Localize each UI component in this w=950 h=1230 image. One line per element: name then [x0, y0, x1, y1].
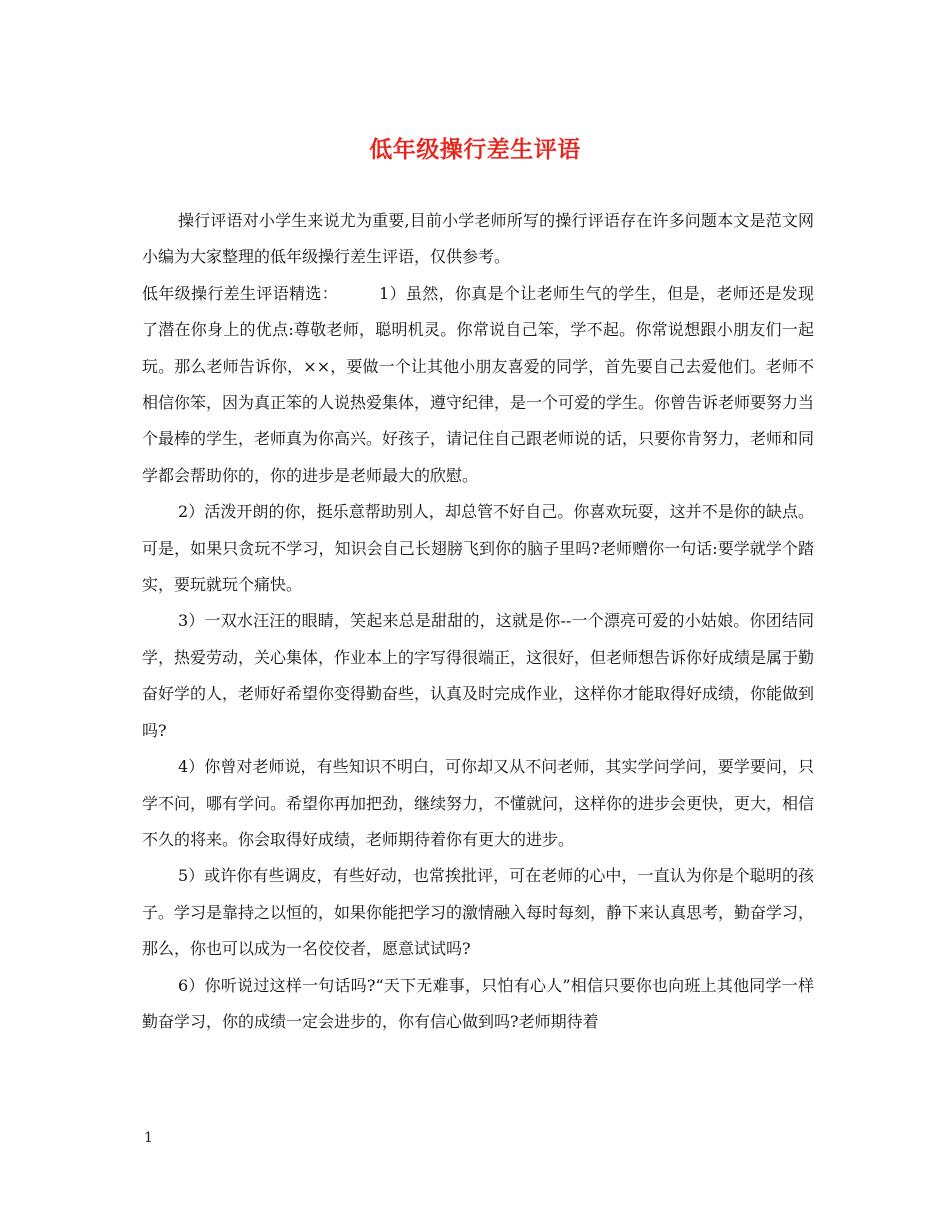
paragraph-6: 6）你听说过这样一句话吗?“天下无难事，只怕有心人”相信只要你也向班上其他同学一样勤奋学习，你的成绩一定会进步的，你有信心做到吗?老师期待着 — [142, 975, 814, 1031]
paragraph-3: 3）一双水汪汪的眼睛，笑起来总是甜甜的，这就是你--一个漂亮可爱的小姑娘。你团结同学，热爱劳动，关心集体，作业本上的字写得很端正，这很好，但老师想告诉你好成绩是属于勤奋好学的人，老师好希望你变得勤奋些，认真及时完成作业，这样你才能取得好成绩，你能做到吗? — [142, 611, 815, 740]
paragraph-4: 4）你曾对老师说，有些知识不明白，可你却又从不问老师，其实学问学问，要学要问，只学不问，哪有学问。希望你再加把劲，继续努力，不懂就问，这样你的进步会更快，更大，相信不久的将来。你会取得好成绩，老师期待着你有更大的进步。 — [142, 757, 815, 849]
page-number: 1 — [144, 1130, 153, 1146]
paragraph-intro: 操行评语对小学生来说尤为重要,目前小学老师所写的操行评语存在许多问题本文是范文网小编为大家整理的低年级操行差生评语，仅供参考。 — [142, 211, 814, 267]
paragraph-1: 低年级操行差生评语精选： 1）虽然，你真是个让老师生气的学生，但是，老师还是发现了潜在你身上的优点:尊敬老师，聪明机灵。你常说自己笨，学不起。你常说想跟小朋友们一起玩。那么老师告诉你，××，要做一个让其他小朋友喜爱的同学，首先要自己去爱他们。老师不相信你笨，因为真正笨的人说热爱集体，遵守纪律，是一个可爱的学生。你曾告诉老师要努力当个最棒的学生，老师真为你高兴。好孩子，请记住自己跟老师说的话，只要你肯努力，老师和同学都会帮助你的，你的进步是老师最大的欣慰。 — [142, 283, 815, 485]
paragraph-2: 2）活泼开朗的你，挺乐意帮助别人，却总管不好自己。你喜欢玩耍，这并不是你的缺点。可是，如果只贪玩不学习，知识会自己长翅膀飞到你的脑子里吗?老师赠你一句话:要学就学个踏实，要玩就玩个痛快。 — [142, 502, 814, 595]
document-body — [142, 203, 814, 1040]
document-title: 低年级操行差生评语 — [369, 136, 581, 163]
paragraph-5: 5）或许你有些调皮，有些好动，也常挨批评，可在老师的心中，一直认为你是个聪明的孩子。学习是靠持之以恒的，如果你能把学习的激情融入每时每刻，静下来认真思考，勤奋学习，那么，你也可以成为一名佼佼者，愿意试试吗? — [142, 866, 815, 959]
